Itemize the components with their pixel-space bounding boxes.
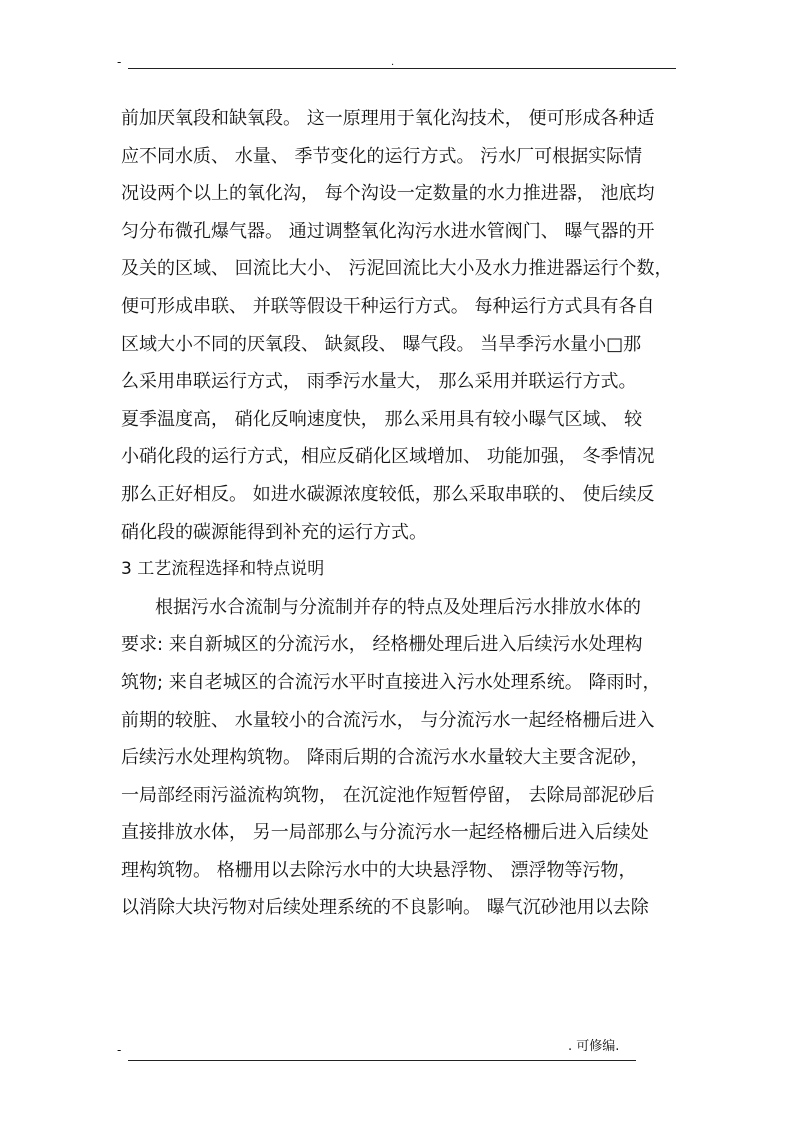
paragraph-line: 前期的较脏、 水量较小的合流污水， 与分流污水一起经格栅后进入 — [121, 709, 655, 731]
paragraph-line: 及关的区域、 回流比大小、 污泥回流比大小及水力推进器运行个数， — [121, 258, 673, 280]
section-heading: 3 工艺流程选择和特点说明 — [121, 559, 325, 580]
paragraph-line: 前加厌氧段和缺氧段。 这一原理用于氧化沟技术， 便可形成各种适 — [121, 108, 655, 129]
paragraph-line: 要求: 来自新城区的分流污水， 经格栅处理后进入后续污水处理构 — [121, 634, 643, 656]
paragraph-line: 以消除大块污物对后续处理系统的不良影响。 曝气沉砂池用以去除 — [121, 897, 649, 919]
paragraph-line: 况设两个以上的氧化沟， 每个沟设一定数量的水力推进器， 池底均 — [121, 183, 655, 205]
header-center-mark: . — [391, 57, 395, 68]
header-rule — [128, 68, 676, 69]
footer-editable-note: . 可修编. — [568, 1039, 620, 1054]
body-text — [121, 100, 681, 927]
header-left-mark: - — [117, 55, 122, 69]
paragraph-line: 便可形成串联、 并联等假设干种运行方式。 每种运行方式具有各自 — [121, 295, 655, 317]
paragraph-line: 小硝化段的运行方式，相应反硝化区域增加、 功能加强， 冬季情况 — [121, 446, 655, 468]
footer-left-mark: - — [117, 1043, 122, 1057]
paragraph-line: 区域大小不同的厌氧段、 缺氮段、 曝气段。 当旱季污水量小□那 — [121, 333, 642, 355]
paragraph-line: 硝化段的碳源能得到补充的运行方式。 — [121, 521, 427, 543]
paragraph-line: 理构筑物。 格栅用以去除污水中的大块悬浮物、 漂浮物等污物， — [121, 859, 637, 881]
paragraph-line: 后续污水处理构筑物。 降雨后期的合流污水水量较大主要含泥砂， — [121, 747, 649, 769]
footer-rule — [128, 1060, 636, 1061]
paragraph-line: 根据污水合流制与分流制并存的特点及处理后污水排放水体的 — [155, 596, 641, 618]
paragraph-line: 一局部经雨污溢流构筑物， 在沉淀池作短暂停留， 去除局部泥砂后 — [121, 784, 655, 806]
paragraph-line: 夏季温度高， 硝化反响速度快， 那么采用具有较小曝气区域、 较 — [121, 408, 643, 430]
paragraph-line: 直接排放水体， 另一局部那么与分流污水一起经格栅后进入后续处 — [121, 822, 649, 844]
paragraph-line: 应不同水质、 水量、 季节变化的运行方式。 污水厂可根据实际情 — [121, 145, 643, 167]
paragraph-line: 么采用串联运行方式， 雨季污水量大， 那么采用并联运行方式。 — [121, 371, 637, 393]
paragraph-line: 匀分布微孔爆气器。 通过调整氧化沟污水进水管阀门、 曝气器的开 — [121, 220, 655, 242]
paragraph-line: 筑物; 来自老城区的合流污水平时直接进入污水处理系统。 降雨时， — [121, 671, 661, 693]
paragraph-line: 那么正好相反。 如进水碳源浓度较低，那么采取串联的、 使后续反 — [121, 483, 655, 505]
